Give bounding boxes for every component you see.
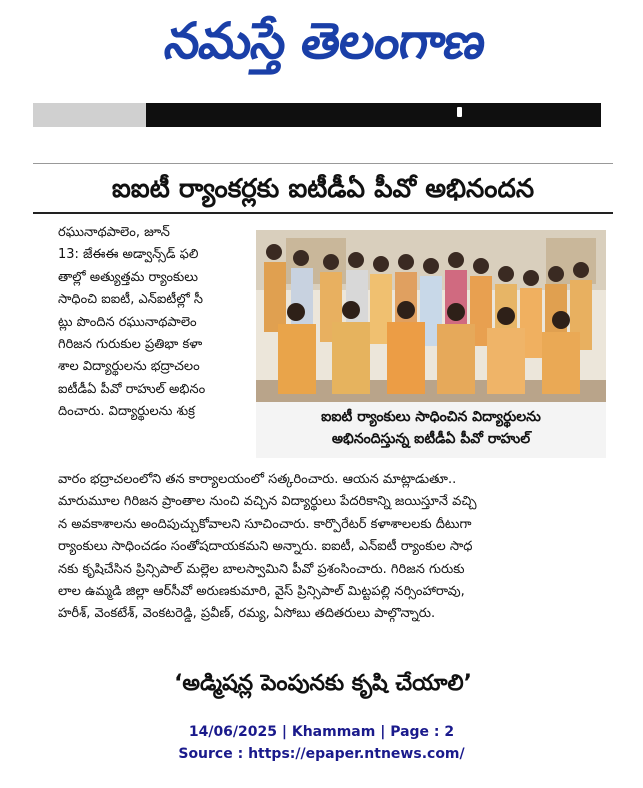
article-headline: ఐఐటీ ర్యాంకర్లకు ఐటీడీఏ పీవో అభినందన xyxy=(111,174,535,204)
footer-source-link[interactable]: Source : https://epaper.ntnews.com/ xyxy=(178,746,465,762)
text-line: న అవకాశాలను అందిపుచ్చుకోవాలని సూచించారు. కార్పొరేటర్ కళాశాలలకు దీటుగా xyxy=(58,516,472,532)
text-line: లాల ఉమ్మడి జిల్లా ఆర్‌సీవో అరుణకుమారి, వైస్ ప్రిన్సిపాల్ మిట్టపల్లి నర్సింహారావు, xyxy=(58,583,465,599)
text-line: దించారు. విద్యార్థులను శుక్ర xyxy=(58,404,195,420)
text-line: 13: జేఈఈ అడ్వాన్స్‌డ్ ఫలి xyxy=(58,247,199,263)
text-line: నకు కృషిచేసిన ప్రిన్సిపాల్ మల్లెల బాలస్వామిని పీవో ప్రశంసించారు. గిరిజన గురుకు xyxy=(58,561,465,577)
text-line: తాల్లో అత్యుత్తమ ర్యాంకులు xyxy=(58,269,198,285)
text-line: ఐటీడీఏ పీవో రాహుల్ అభినం xyxy=(58,381,206,397)
text-line: వారం భద్రాచలంలోని తన కార్యాలయంలో సత్కరించారు. ఆయన మాట్లాడుతూ.. xyxy=(58,472,457,487)
text-line: శాల విద్యార్థులను భద్రాచలం xyxy=(58,359,200,375)
text-line: ట్లు పొందిన రఘునాథపాలెం xyxy=(58,314,197,330)
article-body-text xyxy=(58,469,632,626)
text-line: గిరిజన గురుకుల ప్రతిభా కళా xyxy=(58,336,203,352)
photo-caption xyxy=(256,402,606,458)
text-line: సాధించి ఐఐటీ, ఎన్ఐటీల్లో సీ xyxy=(58,292,203,308)
article-subheadline: ‘అడ్మిషన్ల పెంపునకు కృషి చేయాలి’ xyxy=(174,671,472,696)
footer-date-edition: 14/06/2025 | Khammam | Page : 2 xyxy=(188,724,455,740)
text-line: మారుమూల గిరిజన ప్రాంతాల నుంచి వచ్చిన విద్యార్థులు పేదరికాన్ని జయిస్తూనే వచ్చి xyxy=(58,494,477,510)
header-bar-left xyxy=(33,103,146,127)
text-line: హరీశ్, వెంకటేశ్, వెంకటరెడ్డి, ప్రవీణ్, రమ్య, ఏసోబు తదితరులు పాల్గొన్నారు. xyxy=(58,606,436,622)
masthead-logo: నమస్తే తెలంగాణ xyxy=(161,12,489,70)
text-line: ర్యాంకులు సాధించడం సంతోషదాయకమని అన్నారు. ఐఐటీ, ఎన్ఐటీ ర్యాంకుల సాధ xyxy=(58,539,473,555)
divider-top xyxy=(33,163,613,164)
headline-rule xyxy=(33,212,613,214)
photo-caption-line: ఐఐటీ ర్యాంకులు సాధించిన విద్యార్థులను xyxy=(321,409,541,425)
header-bar-mark xyxy=(457,107,462,117)
header-bar xyxy=(146,103,601,127)
text-line: రఘునాథపాలెం, జూన్ xyxy=(58,225,170,240)
article-column-text xyxy=(58,222,250,424)
photo-caption-line: అభినందిస్తున్న ఐటీడీఏ పీవో రాహుల్ xyxy=(331,431,531,447)
